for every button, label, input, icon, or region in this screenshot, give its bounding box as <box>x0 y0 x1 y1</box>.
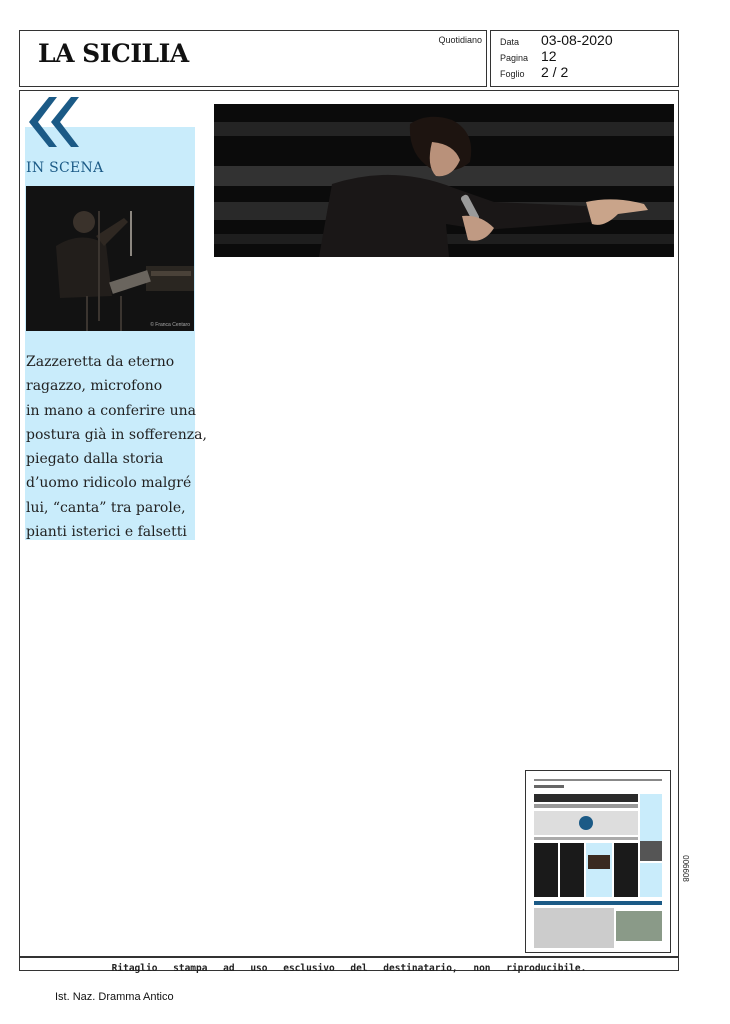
institution-label: Ist. Naz. Dramma Antico <box>55 991 174 1003</box>
header-masthead-box <box>19 30 487 87</box>
photo-credit: © Franca Centaro <box>150 322 190 328</box>
date-value: 03-08-2020 <box>541 32 613 48</box>
performer-photo-small <box>26 186 194 331</box>
reproduction-notice: Ritaglio stampa ad uso esclusivo del destinatario, non riproducibile. <box>111 963 587 974</box>
page-value: 12 <box>541 48 557 64</box>
archive-code <box>678 852 692 884</box>
section-label: IN SCENA <box>26 160 104 176</box>
quote-line: piegato dalla storia <box>26 451 164 468</box>
date-label: Data <box>500 37 520 47</box>
archive-code-text: 006608 <box>680 855 690 882</box>
header-meta-box <box>490 30 679 87</box>
quote-line: in mano a conferire una <box>26 402 196 419</box>
quote-line: Zazzeretta da eterno <box>26 354 175 370</box>
performer-photo-main <box>214 104 674 257</box>
double-chevron-left-icon <box>25 95 85 150</box>
quote-line: d’uomo ridicolo malgré <box>26 475 192 492</box>
newspaper-masthead: LA SICILIA <box>38 39 189 68</box>
footer-notice-bar <box>19 957 679 974</box>
quote-line: lui, “canta” tra parole, <box>26 499 186 516</box>
sheet-label: Foglio <box>500 69 525 79</box>
pull-quote <box>26 350 207 544</box>
newspaper-page-preview <box>526 771 670 952</box>
singer-on-stage-image <box>214 104 674 257</box>
sheet-value: 2 / 2 <box>541 64 569 80</box>
page-thumbnail <box>525 770 671 953</box>
quote-line: ragazzo, microfono <box>26 378 163 395</box>
stage-scene-image <box>26 186 194 331</box>
publication-type: Quotidiano <box>438 35 482 45</box>
quote-line: postura già in sofferenza, <box>26 426 207 443</box>
page-label: Pagina <box>500 53 529 63</box>
quote-line: pianti isterici e falsetti <box>26 524 187 541</box>
